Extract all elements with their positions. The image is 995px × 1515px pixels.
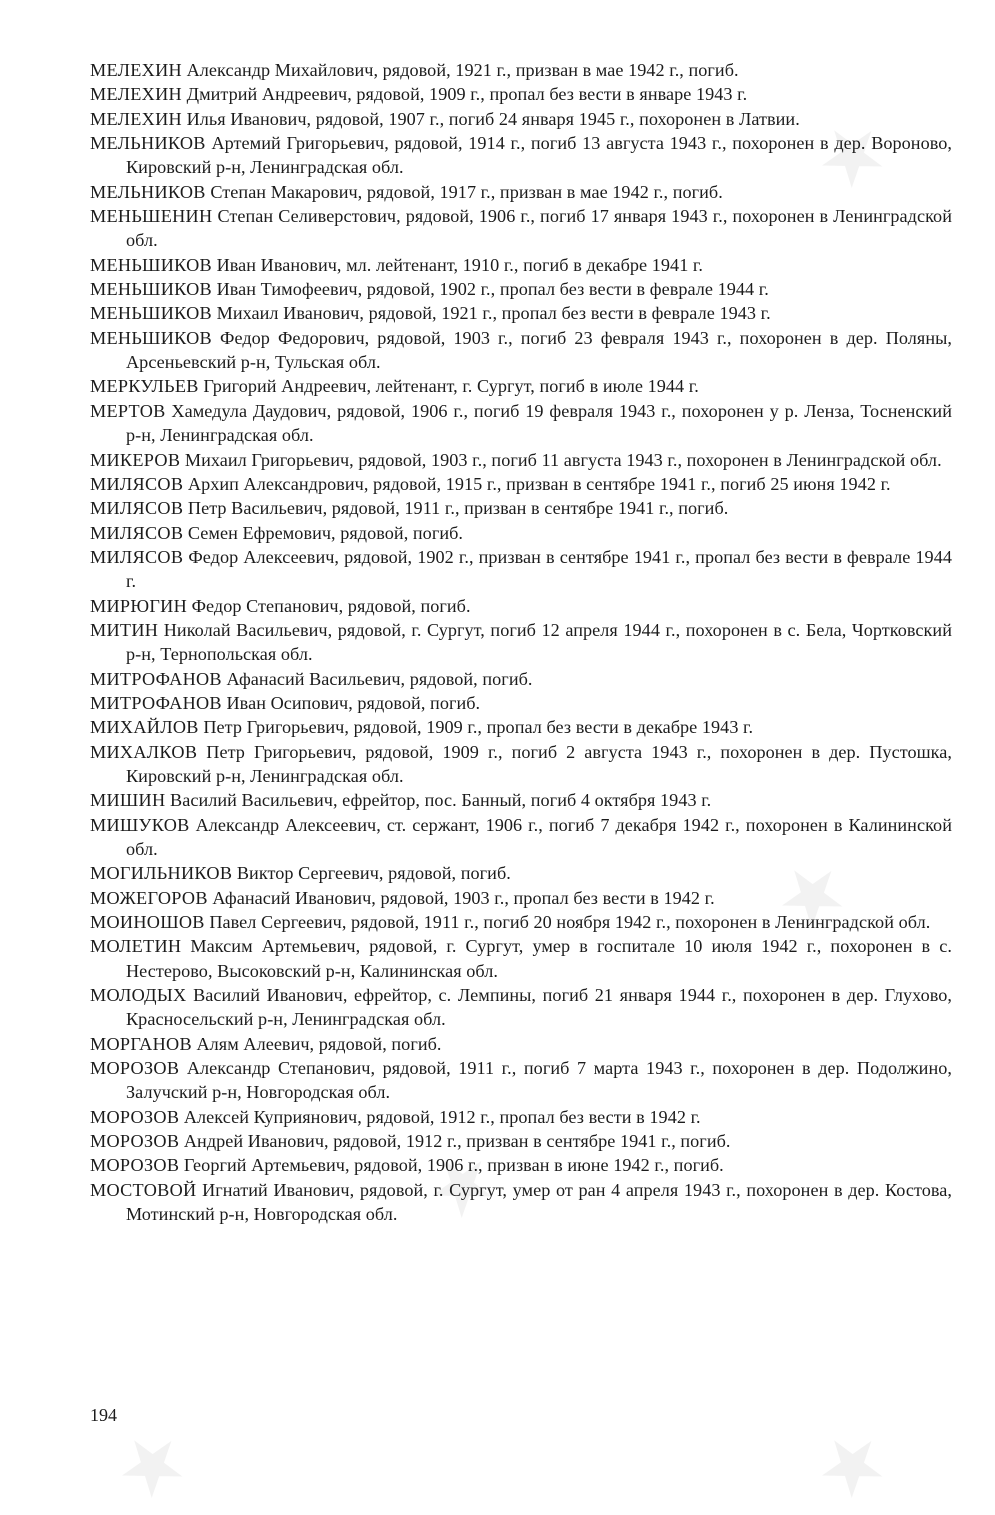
entry-surname: МЕЛЕХИН <box>90 84 182 105</box>
star-icon: ★ <box>803 1415 900 1515</box>
entry-surname: МОРОЗОВ <box>90 1155 180 1176</box>
entry-surname: МЕЛЕХИН <box>90 60 182 80</box>
list-item <box>90 934 952 983</box>
entry-surname: МЕЛЬНИКОВ <box>90 133 206 154</box>
list-item <box>90 1129 952 1153</box>
list-item <box>90 204 952 253</box>
entry-details: Александр Михайлович, рядовой, 1921 г., призван в мае 1942 г., погиб. <box>186 60 739 80</box>
entry-details: Хамедула Даудович, рядовой, 1906 г., погиб 19 февраля 1943 г., похоронен у р. Ленза, Тосненский р-н, Ленинградская обл. <box>126 400 952 446</box>
list-item <box>90 472 952 496</box>
list-item <box>90 861 952 885</box>
list-item <box>90 886 952 910</box>
entry-surname: МИТИН <box>90 619 159 640</box>
list-item <box>90 326 952 375</box>
entry-surname: МИХАЙЛОВ <box>90 717 199 738</box>
entry-details: Степан Селиверстович, рядовой, 1906 г., погиб 17 января 1943 г., похоронен в Ленинградской обл. <box>126 206 952 251</box>
entry-surname: МЕРТОВ <box>90 400 166 421</box>
list-item <box>90 618 952 667</box>
entry-details: Андрей Иванович, рядовой, 1912 г., призван в сентябре 1941 г., погиб. <box>183 1131 731 1152</box>
entry-surname: МИШУКОВ <box>90 814 190 835</box>
entry-details: Георгий Артемьевич, рядовой, 1906 г., призван в июне 1942 г., погиб. <box>183 1155 724 1176</box>
entry-surname: МЕНЬШЕНИН <box>90 206 213 227</box>
list-item <box>90 1153 952 1177</box>
entry-details: Григорий Андреевич, лейтенант, г. Сургут, погиб в июле 1944 г. <box>203 376 699 397</box>
entry-surname: МИЛЯСОВ <box>90 473 184 494</box>
entry-details: Афанасий Иванович, рядовой, 1903 г., пропал без вести в 1942 г. <box>212 887 715 908</box>
entry-details: Федор Алексеевич, рядовой, 1902 г., призван в сентябре 1941 г., пропал без вести в феврале 1944 г. <box>126 546 952 592</box>
entry-details: Александр Алексеевич, ст. сержант, 1906 г., погиб 7 декабря 1942 г., похоронен в Калининской обл. <box>126 814 952 859</box>
list-item <box>90 1178 952 1227</box>
entry-surname: МОГИЛЬНИКОВ <box>90 863 233 884</box>
list-item <box>90 1105 952 1129</box>
entry-details: Семен Ефремович, рядовой, погиб. <box>187 522 464 543</box>
list-item <box>90 788 952 812</box>
entry-details: Василий Иванович, ефрейтор, с. Лемпины, погиб 21 января 1944 г., похоронен в дер. Глухово, Красносельский р-н, Ленинградская обл. <box>126 985 952 1030</box>
list-item <box>90 1032 952 1056</box>
page-number: 194 <box>90 1405 117 1425</box>
list-item <box>90 82 952 106</box>
list-item <box>90 740 952 789</box>
list-item <box>90 107 952 131</box>
entry-surname: МОЛЕТИН <box>90 936 182 957</box>
entry-details: Василий Васильевич, ефрейтор, пос. Банный, погиб 4 октября 1943 г. <box>170 790 712 811</box>
entry-surname: МЕНЬШИКОВ <box>90 303 212 324</box>
entry-surname: МИТРОФАНОВ <box>90 668 222 689</box>
entry-details: Илья Иванович, рядовой, 1907 г., погиб 24 января 1945 г., похоронен в Латвии. <box>186 108 800 129</box>
star-icon: ★ <box>103 1415 200 1515</box>
entry-details: Михаил Иванович, рядовой, 1921 г., пропал без вести в феврале 1943 г. <box>216 303 771 324</box>
watermark-logo <box>103 1415 200 1515</box>
entry-surname: МЕНЬШИКОВ <box>90 327 212 348</box>
entry-surname: МОИНОШОВ <box>90 912 205 933</box>
star-icon: ★ <box>803 105 900 205</box>
entry-surname: МИЛЯСОВ <box>90 522 184 543</box>
entry-surname: МЕЛЬНИКОВ <box>90 181 206 202</box>
list-item <box>90 715 952 739</box>
entry-details: Иван Тимофеевич, рядовой, 1902 г., пропал без вести в феврале 1944 г. <box>216 279 769 300</box>
entry-surname: МИЛЯСОВ <box>90 498 184 519</box>
list-item <box>90 301 952 325</box>
list-item <box>90 545 952 594</box>
entry-surname: МИЛЯСОВ <box>90 546 184 567</box>
list-item <box>90 691 952 715</box>
entry-details: Николай Васильевич, рядовой, г. Сургут, погиб 12 апреля 1944 г., похоронен в с. Бела, Чортковский р-н, Тернопольская обл. <box>126 619 952 665</box>
entry-details: Алексей Куприянович, рядовой, 1912 г., пропал без вести в 1942 г. <box>183 1106 701 1127</box>
list-item <box>90 496 952 520</box>
entry-details: Артемий Григорьевич, рядовой, 1914 г., погиб 13 августа 1943 г., похоронен в дер. Вороново, Кировский р-н, Ленинградская обл. <box>126 133 952 178</box>
list-item <box>90 521 952 545</box>
star-icon: ★ <box>413 1135 510 1235</box>
entry-surname: МОРГАНОВ <box>90 1033 192 1054</box>
star-icon: ★ <box>763 845 860 945</box>
entry-surname: МОСТОВОЙ <box>90 1179 197 1200</box>
entry-details: Петр Григорьевич, рядовой, 1909 г., погиб 2 августа 1943 г., похоронен в дер. Пустошка, Кировский р-н, Ленинградская обл. <box>126 741 952 786</box>
list-item <box>90 58 952 82</box>
entry-surname: МИХАЛКОВ <box>90 741 198 762</box>
list-item <box>90 277 952 301</box>
entry-surname: МОРОЗОВ <box>90 1058 180 1079</box>
list-item <box>90 448 952 472</box>
list-item <box>90 813 952 862</box>
list-item <box>90 983 952 1032</box>
entry-surname: МИКЕРОВ <box>90 449 181 470</box>
entry-details: Петр Васильевич, рядовой, 1911 г., призван в сентябре 1941 г., погиб. <box>187 498 729 519</box>
list-item <box>90 1056 952 1105</box>
entry-surname: МИТРОФАНОВ <box>90 692 222 713</box>
entry-surname: МОРОЗОВ <box>90 1106 180 1127</box>
entry-details: Иван Осипович, рядовой, погиб. <box>226 692 481 713</box>
entry-surname: МЕЛЕХИН <box>90 108 182 129</box>
entry-surname: МОРОЗОВ <box>90 1131 180 1152</box>
entry-details: Алям Алеевич, рядовой, погиб. <box>196 1033 442 1054</box>
entry-details: Архип Александрович, рядовой, 1915 г., призван в сентябре 1941 г., погиб 25 июня 1942 г. <box>187 473 891 494</box>
list-item <box>90 399 952 448</box>
entry-surname: МИШИН <box>90 790 166 811</box>
entry-list <box>90 58 952 1227</box>
entry-details: Федор Федорович, рядовой, 1903 г., погиб 23 февраля 1943 г., похоронен в дер. Поляны, Арсеньевский р-н, Тульская обл. <box>126 327 952 373</box>
entry-details: Виктор Сергеевич, рядовой, погиб. <box>236 863 511 884</box>
entry-surname: МЕРКУЛЬЕВ <box>90 376 199 397</box>
entry-details: Игнатий Иванович, рядовой, г. Сургут, умер от ран 4 апреля 1943 г., похоронен в дер. Костова, Мотинский р-н, Новгородская обл. <box>126 1179 952 1225</box>
entry-details: Дмитрий Андреевич, рядовой, 1909 г., пропал без вести в январе 1943 г. <box>186 84 748 105</box>
entry-details: Степан Макарович, рядовой, 1917 г., призван в мае 1942 г., погиб. <box>210 181 723 202</box>
list-item <box>90 594 952 618</box>
list-item <box>90 910 952 934</box>
list-item <box>90 180 952 204</box>
entry-details: Иван Иванович, мл. лейтенант, 1910 г., погиб в декабре 1941 г. <box>216 254 703 275</box>
list-item <box>90 667 952 691</box>
list-item <box>90 131 952 180</box>
entry-details: Михаил Григорьевич, рядовой, 1903 г., погиб 11 августа 1943 г., похоронен в Ленинградской обл. <box>184 449 942 470</box>
entry-details: Афанасий Васильевич, рядовой, погиб. <box>226 668 533 689</box>
entry-details: Александр Степанович, рядовой, 1911 г., погиб 7 марта 1943 г., похоронен в дер. Подолжино, Залучский р-н, Новгородская обл. <box>126 1058 952 1103</box>
list-item <box>90 253 952 277</box>
entry-details: Федор Степанович, рядовой, погиб. <box>191 595 471 616</box>
entry-surname: МЕНЬШИКОВ <box>90 254 212 275</box>
entry-details: Петр Григорьевич, рядовой, 1909 г., пропал без вести в декабре 1943 г. <box>203 717 754 738</box>
watermark-logo <box>803 1415 900 1515</box>
entry-surname: МОЛОДЫХ <box>90 985 187 1006</box>
entry-details: Павел Сергеевич, рядовой, 1911 г., погиб 20 ноября 1942 г., похоронен в Ленинградской обл. <box>209 912 931 933</box>
entry-surname: МЕНЬШИКОВ <box>90 279 212 300</box>
list-item <box>90 374 952 398</box>
entry-details: Максим Артемьевич, рядовой, г. Сургут, умер в госпитале 10 июля 1942 г., похоронен в с. Нестерово, Высоковский р-н, Калининская обл. <box>126 936 952 981</box>
entry-surname: МИРЮГИН <box>90 595 187 616</box>
entry-surname: МОЖЕГОРОВ <box>90 887 208 908</box>
